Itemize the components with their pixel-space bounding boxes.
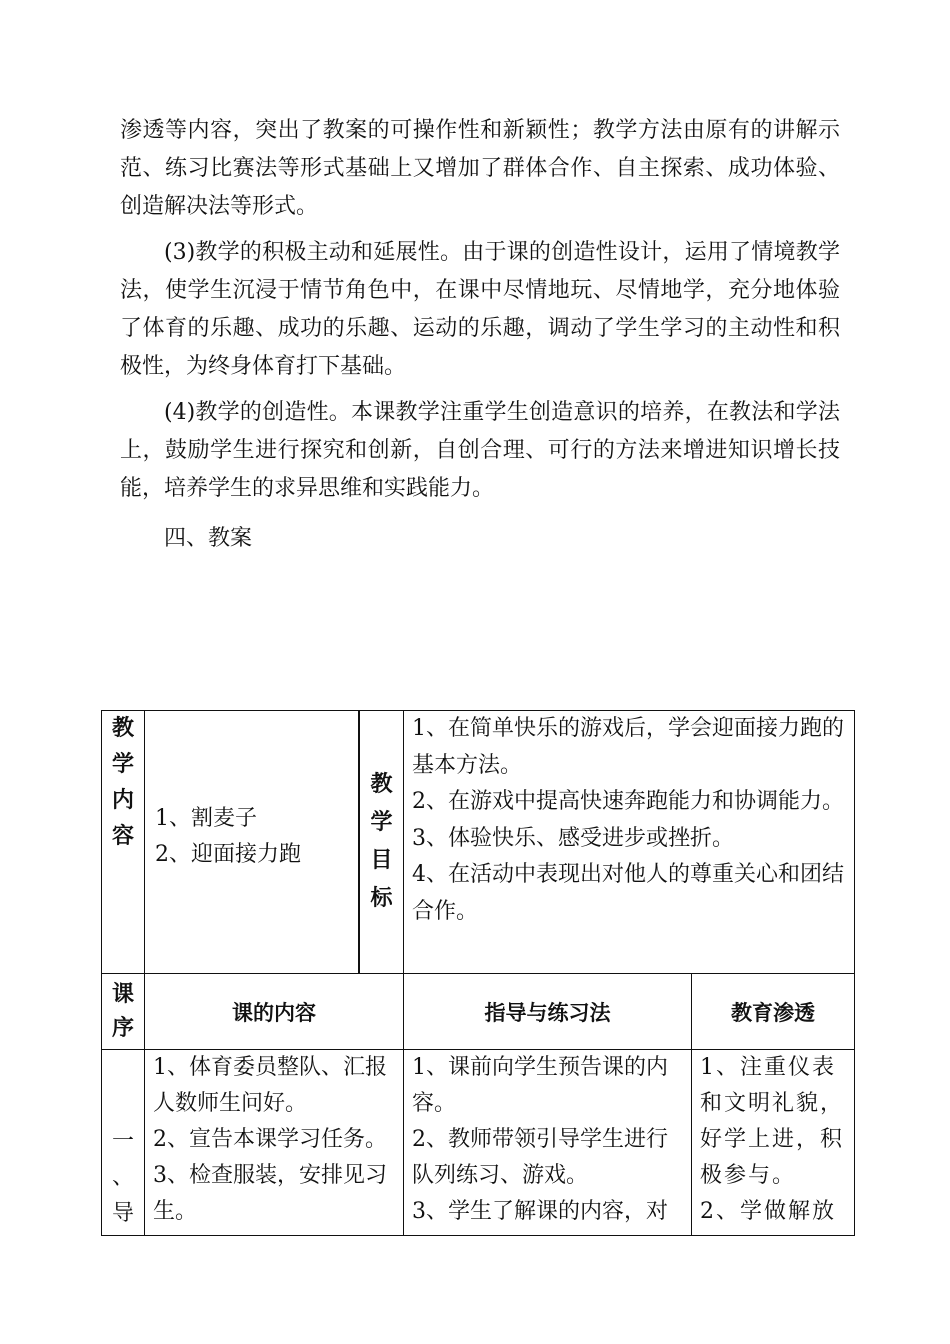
row-education-item: 2、学做解放 [700, 1199, 836, 1224]
table-row [102, 1050, 855, 1236]
goal-item: 4、在活动中表现出对他人的尊重关心和团结合作。 [412, 862, 844, 924]
order-char: 、 [111, 1165, 134, 1190]
row-content-cell [145, 1050, 404, 1236]
goal-item: 1、在简单快乐的游戏后，学会迎面接力跑的基本方法。 [412, 716, 844, 778]
row-guidance-item: 3、学生了解课的内容，对 [412, 1199, 668, 1224]
content-label-char: 内 [111, 788, 134, 813]
content-label-char: 学 [111, 752, 134, 777]
header-content: 课的内容 [145, 974, 404, 1050]
goal-items-cell [404, 711, 855, 974]
goal-item: 3、体验快乐、感受进步或挫折。 [412, 825, 734, 851]
row-content-item: 3、检查服装，安排见习生。 [153, 1163, 387, 1224]
content-label-cell [102, 711, 145, 974]
content-item: 1、割麦子 [155, 806, 257, 831]
order-label-cell [102, 974, 145, 1050]
row-guidance-item: 1、课前向学生预告课的内容。 [412, 1055, 668, 1116]
goal-label-char: 目 [370, 848, 393, 873]
header-education: 教育渗透 [692, 974, 855, 1050]
goal-item: 2、在游戏中提高快速奔跑能力和协调能力。 [412, 789, 844, 814]
goal-label-cell [360, 711, 404, 974]
row-education-item: 1、注重仪表和文明礼貌，好学上进，积极参与。 [700, 1055, 845, 1188]
row-education-cell [692, 1050, 855, 1236]
goal-label-char: 标 [370, 886, 393, 911]
row-guidance-cell [404, 1050, 692, 1236]
content-items-cell [145, 711, 360, 974]
content-label-char: 教 [111, 716, 134, 741]
goal-label-char: 教 [370, 772, 393, 797]
section-heading: 四、教案 [164, 526, 253, 551]
order-cell [102, 1050, 145, 1236]
order-label-char: 序 [111, 1015, 134, 1041]
paragraph-1: 渗透等内容，突出了教案的可操作性和新颖性；教学方法由原有的讲解示范、练习比赛法等形式基础上又增加了群体合作、自主探索、成功体验、创造解决法等形式。 [120, 118, 840, 219]
order-char: 一 [111, 1129, 134, 1154]
lesson-plan-table [101, 710, 855, 1236]
content-item: 2、迎面接力跑 [155, 842, 301, 867]
row-content-item: 2、宣告本课学习任务。 [153, 1127, 387, 1152]
table-row-objectives [102, 711, 855, 974]
header-guidance: 指导与练习法 [404, 974, 692, 1050]
paragraph-2: (3)教学的积极主动和延展性。由于课的创造性设计，运用了情境教学法，使学生沉浸于情节角色中，在课中尽情地玩、尽情地学，充分地体验了体育的乐趣、成功的乐趣、运动的乐趣，调动了学生学习的主动性和积极性，为终身体育打下基础。 [120, 240, 840, 379]
row-content-item: 1、体育委员整队、汇报人数师生问好。 [153, 1055, 387, 1116]
paragraph-3: (4)教学的创造性。本课教学注重学生创造意识的培养，在教法和学法上，鼓励学生进行探究和创新，自创合理、可行的方法来增进知识增长技能，培养学生的求异思维和实践能力。 [120, 400, 840, 501]
row-guidance-item: 2、教师带领引导学生进行队列练习、游戏。 [412, 1127, 668, 1188]
goal-label-char: 学 [370, 810, 393, 835]
order-char: 导 [111, 1201, 134, 1226]
order-label-char: 课 [111, 981, 134, 1007]
table-header-row [102, 974, 855, 1050]
content-label-char: 容 [111, 824, 134, 849]
